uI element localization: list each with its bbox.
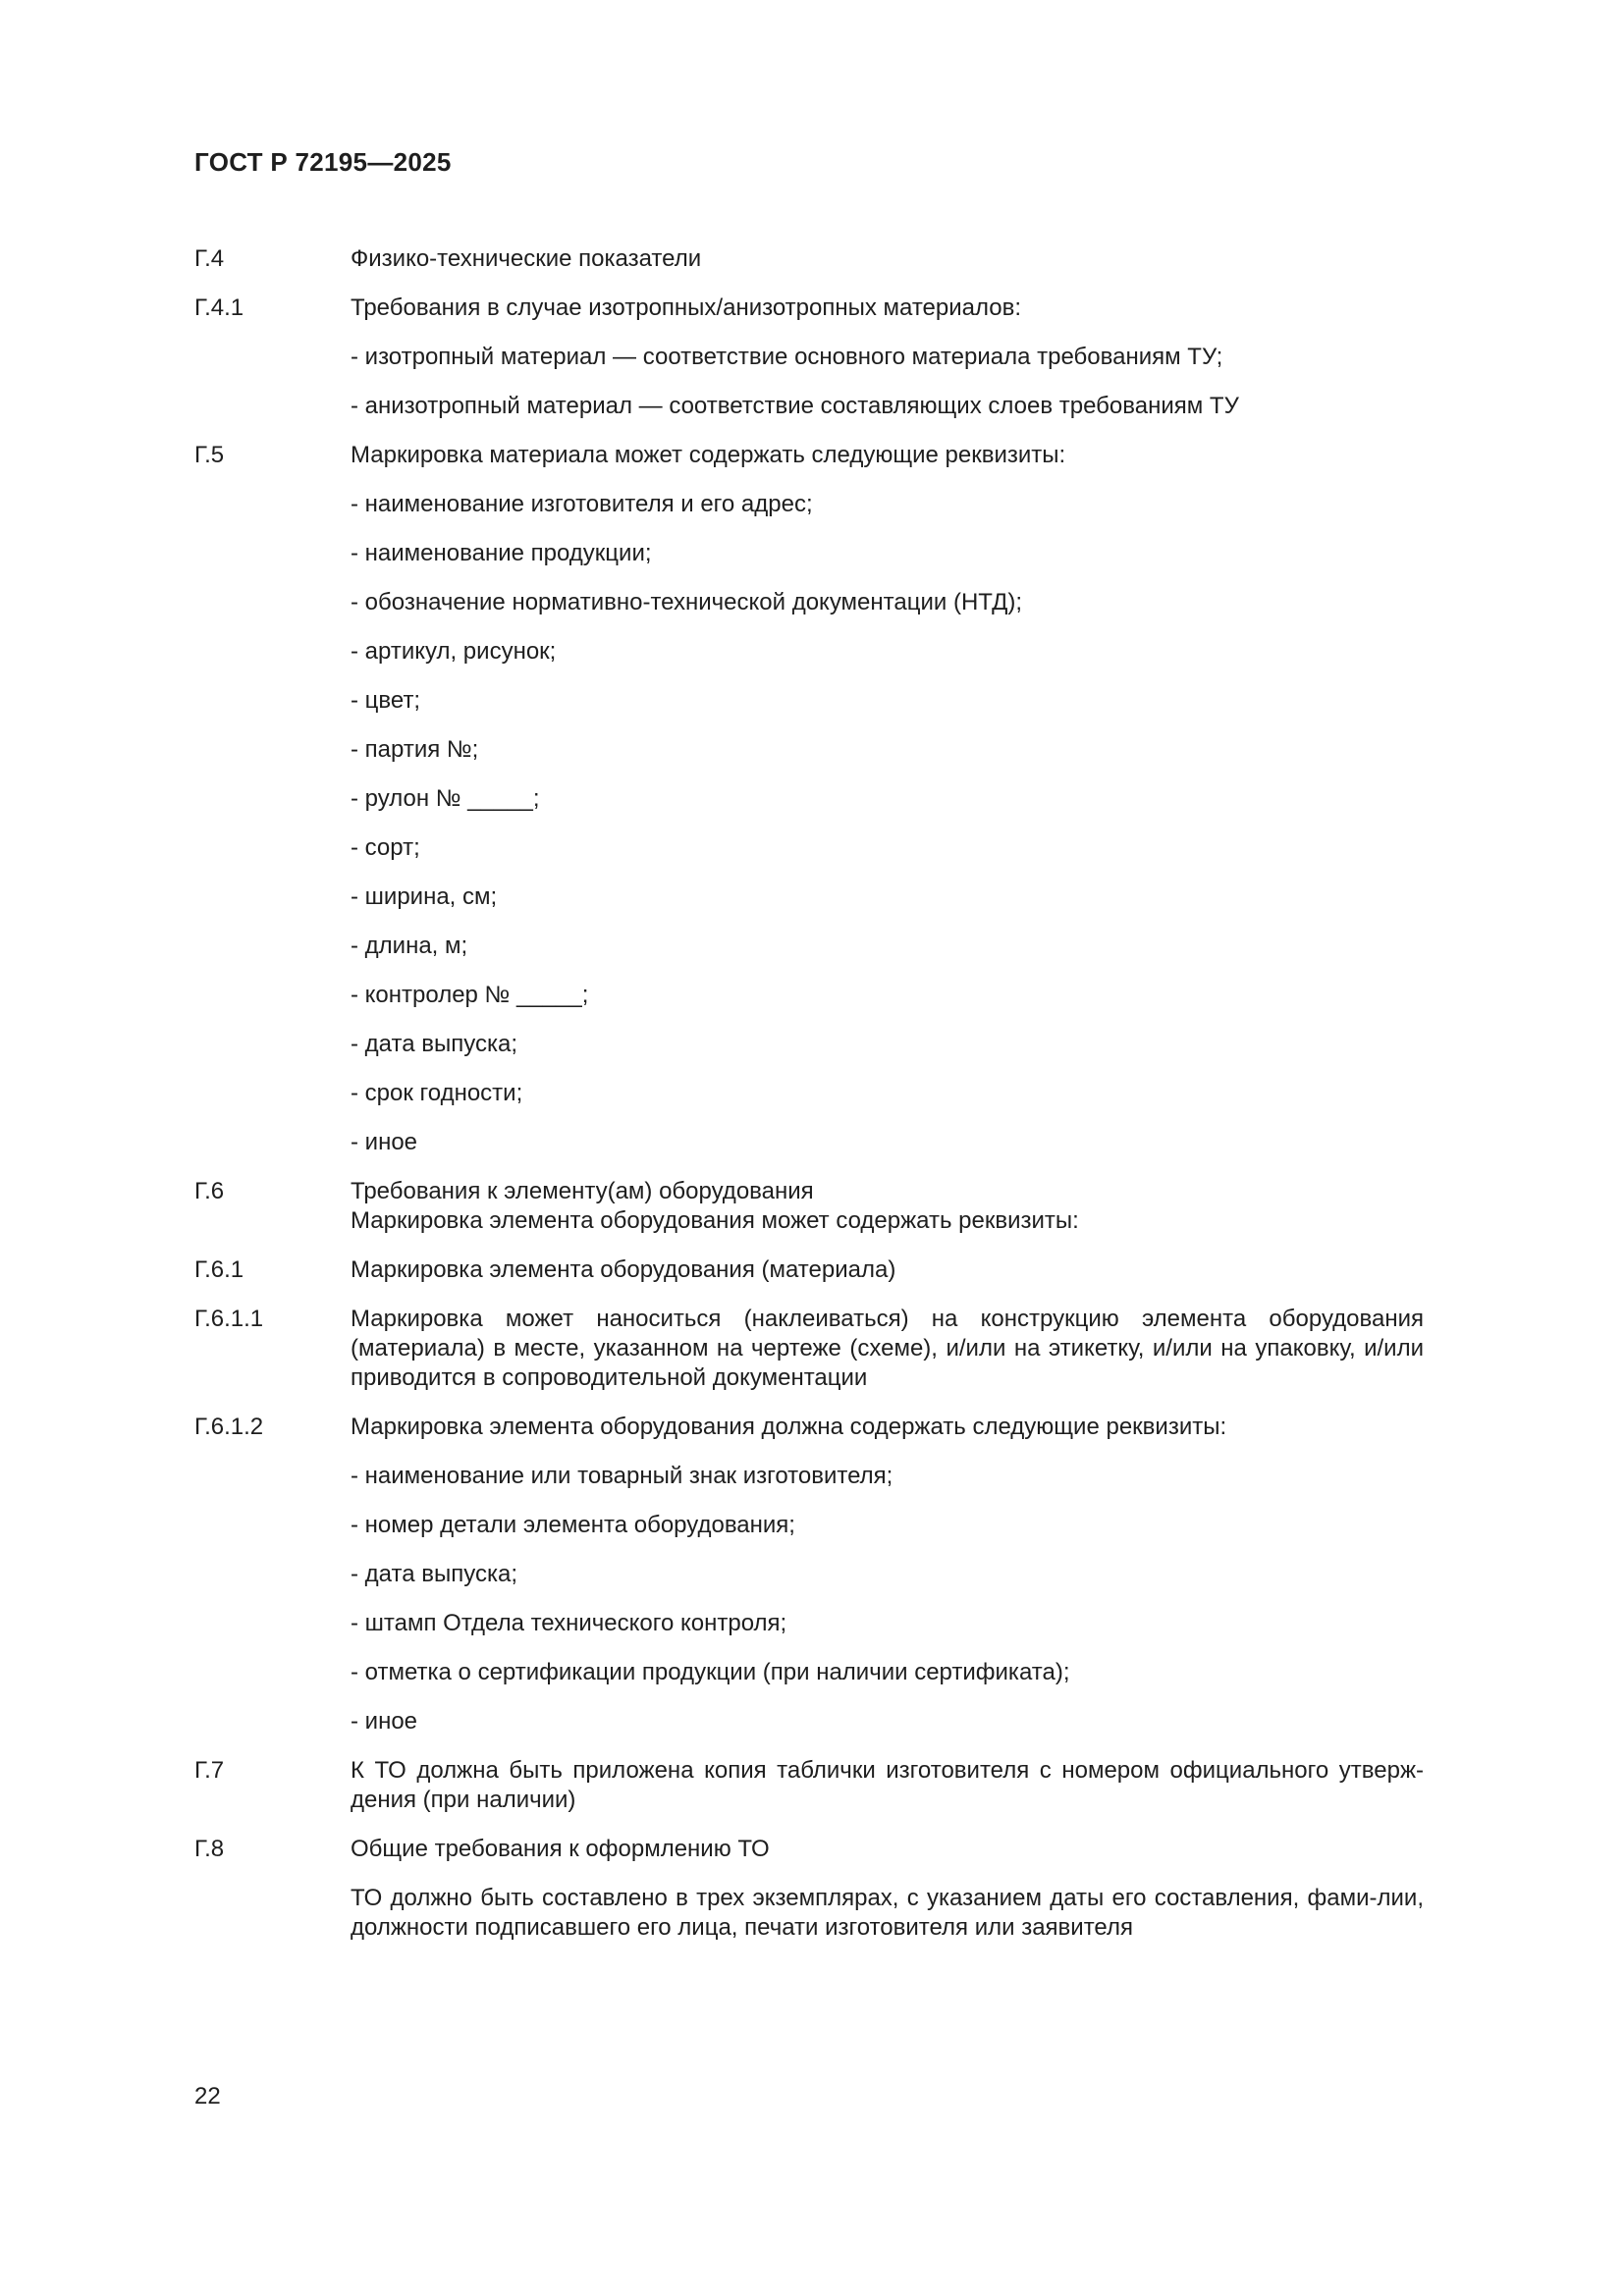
list-item: - сорт; [351, 834, 420, 861]
section-text-g7: К ТО должна быть приложена копия таблички изготовителя с номером официального утверж-дения (при наличии) [351, 1757, 1424, 1813]
list-item: - номер детали элемента оборудования; [351, 1512, 795, 1538]
list-item: - обозначение нормативно-технической документации (НТД); [351, 589, 1023, 615]
section-title-g41: Требования в случае изотропных/анизотропных материалов: [351, 294, 1022, 321]
section-number-g612: Г.6.1.2 [194, 1414, 264, 1440]
page-number: 22 [194, 2083, 221, 2109]
list-item: - иное [351, 1708, 418, 1735]
section-number-g4: Г.4 [194, 245, 225, 272]
list-item: - наименование продукции; [351, 540, 652, 566]
list-item: - иное [351, 1129, 418, 1155]
section-text-g611: Маркировка может наноситься (наклеиваться) на конструкцию элемента оборудования (материала) в месте, указанном на чертеже (схеме), и/или на этикетку, и/или на упаковку, и/или приводится в сопроводительной документации [351, 1306, 1424, 1391]
list-item: - срок годности; [351, 1080, 523, 1106]
section-title-g612: Маркировка элемента оборудования должна содержать следующие реквизиты: [351, 1414, 1227, 1440]
section-number-g611: Г.6.1.1 [194, 1306, 264, 1332]
list-item: - анизотропный материал — соответствие составляющих слоев требованиям ТУ [351, 393, 1239, 419]
document-header: ГОСТ Р 72195—2025 [194, 147, 452, 177]
section-number-g8: Г.8 [194, 1836, 225, 1862]
section-number-g5: Г.5 [194, 442, 225, 468]
list-item: - изотропный материал — соответствие основного материала требованиям ТУ; [351, 344, 1223, 370]
section-title-g8: Общие требования к оформлению ТО [351, 1836, 770, 1862]
list-item: - штамп Отдела технического контроля; [351, 1610, 787, 1636]
section-number-g61: Г.6.1 [194, 1256, 244, 1283]
section-number-g41: Г.4.1 [194, 294, 244, 321]
list-item: - партия №; [351, 736, 479, 763]
section-subtitle-g6: Маркировка элемента оборудования может содержать реквизиты: [351, 1207, 1079, 1234]
section-number-g7: Г.7 [194, 1757, 225, 1784]
list-item: - длина, м; [351, 933, 468, 959]
list-item: - дата выпуска; [351, 1561, 517, 1587]
section-title-g61: Маркировка элемента оборудования (материала) [351, 1256, 896, 1283]
list-item: - рулон № _____; [351, 785, 540, 812]
list-item: - ширина, см; [351, 883, 498, 910]
list-item: - наименование или товарный знак изготовителя; [351, 1463, 893, 1489]
list-item: - отметка о сертификации продукции (при наличии сертификата); [351, 1659, 1070, 1685]
list-item: - наименование изготовителя и его адрес; [351, 491, 813, 517]
section-title-g4: Физико-технические показатели [351, 245, 702, 272]
list-item: - артикул, рисунок; [351, 638, 557, 665]
list-item: - дата выпуска; [351, 1031, 517, 1057]
section-title-g5: Маркировка материала может содержать следующие реквизиты: [351, 442, 1066, 468]
list-item: - цвет; [351, 687, 421, 714]
list-item: - контролер № _____; [351, 982, 589, 1008]
section-title-g6: Требования к элементу(ам) оборудования [351, 1178, 814, 1204]
section-number-g6: Г.6 [194, 1178, 225, 1204]
section-text-g8: ТО должно быть составлено в трех экземплярах, с указанием даты его составления, фами-лии, должности подписавшего его лица, печати изготовителя или заявителя [351, 1885, 1424, 1941]
